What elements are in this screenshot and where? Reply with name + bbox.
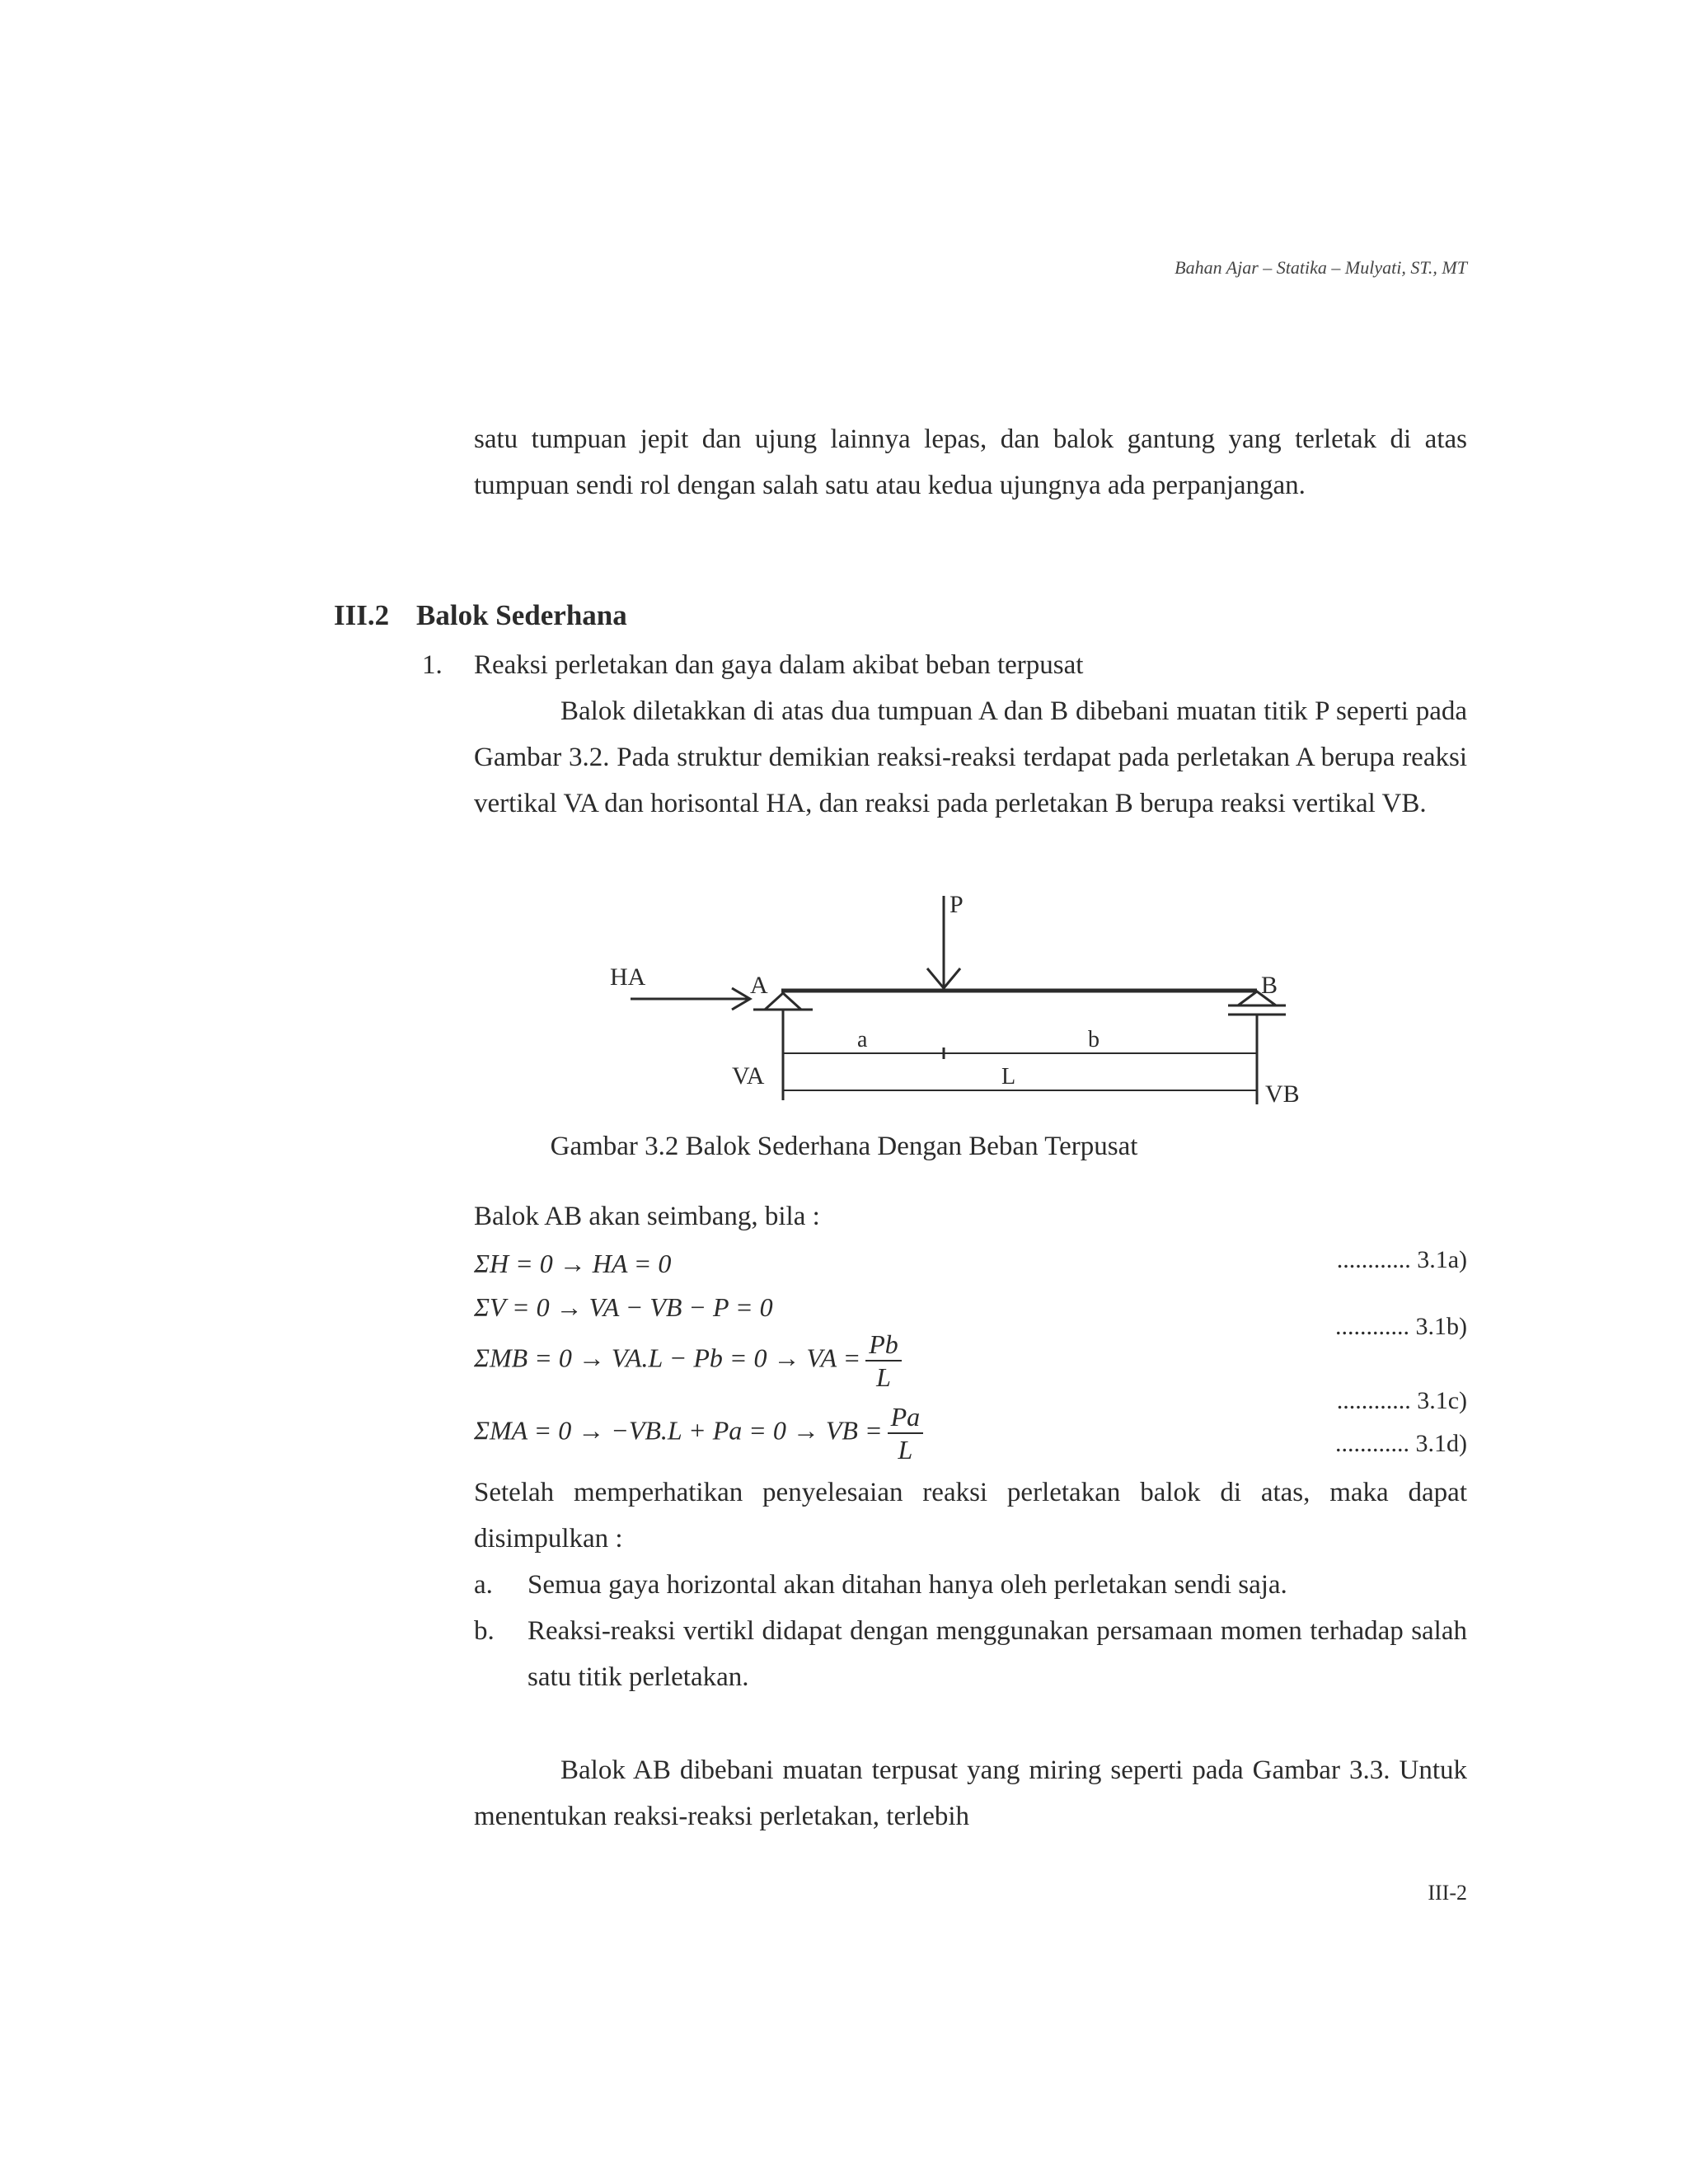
h-reaction-label: HA — [610, 963, 646, 991]
equation-3-1d-fraction — [888, 1401, 924, 1465]
conclusion-point-b-label: b. — [474, 1616, 495, 1646]
conclusion-intro: Setelah memperhatikan penyelesaian reaksi perletakan balok di atas, maka dapat disimpulkan : — [474, 1478, 1467, 1554]
simple-beam-figure — [577, 886, 1319, 1125]
item1-label: 1. — [422, 650, 443, 680]
conclusion-point-b — [474, 1608, 1467, 1700]
conclusion-point-a-label: a. — [474, 1570, 493, 1600]
conclusion-list — [474, 1562, 1467, 1700]
dim-a-label: a — [857, 1027, 868, 1052]
support-a-label: A — [750, 972, 768, 999]
equation-3-1a: ΣH = 0 → HA = 0 — [474, 1249, 672, 1278]
intro-paragraph: satu tumpuan jepit dan ujung lainnya lepas, dan balok gantung yang terletak di atas tumpuan sendi rol dengan salah satu atau kedua ujungnya ada perpanjangan. — [474, 424, 1467, 500]
v-b-label: VB — [1265, 1080, 1300, 1108]
equation-3-1c-fraction — [865, 1329, 902, 1393]
equation-3-1d-denominator: L — [898, 1435, 913, 1465]
dim-l-label: L — [1001, 1064, 1016, 1090]
load-label: P — [950, 891, 964, 918]
support-b-label: B — [1261, 972, 1278, 999]
equation-3-1d — [474, 1401, 923, 1465]
equation-3-1c — [474, 1329, 902, 1393]
closing-paragraph: Balok AB dibebani muatan terpusat yang miring seperti pada Gambar 3.3. Untuk menentukan reaksi-reaksi perletakan, terlebih — [474, 1755, 1467, 1831]
support-a-pin — [765, 993, 801, 1010]
v-a-label: VA — [732, 1062, 765, 1090]
equation-3-1c-lhs: ΣMB = 0 → VA.L − Pb = 0 → VA = — [474, 1343, 861, 1373]
equation-number-3-1a: ............ 3.1a) — [1336, 1246, 1467, 1273]
conclusion-point-a-text: Semua gaya horizontal akan ditahan hanya oleh perletakan sendi saja. — [528, 1570, 1287, 1600]
dim-b-label: b — [1088, 1027, 1100, 1052]
equation-3-1d-numerator: Pa — [888, 1401, 924, 1434]
section-heading — [334, 599, 627, 632]
equation-number-3-1b: ............ 3.1b) — [1335, 1313, 1467, 1340]
section-number: III.2 — [334, 599, 390, 631]
equation-3-1c-numerator: Pb — [865, 1329, 902, 1361]
section-title: Balok Sederhana — [416, 599, 627, 631]
equilibrium-intro: Balok AB akan seimbang, bila : — [474, 1202, 820, 1231]
equation-number-3-1c: ............ 3.1c) — [1336, 1387, 1467, 1414]
equation-3-1c-denominator: L — [876, 1362, 891, 1392]
page-number: III-2 — [1428, 1881, 1467, 1905]
running-header: Bahan Ajar – Statika – Mulyati, ST., MT — [1175, 257, 1467, 278]
figure-caption: Gambar 3.2 Balok Sederhana Dengan Beban Terpusat — [550, 1132, 1138, 1161]
equation-3-1d-lhs: ΣMA = 0 → −VB.L + Pa = 0 → VB = — [474, 1415, 883, 1446]
item1-title: Reaksi perletakan dan gaya dalam akibat beban terpusat — [474, 650, 1084, 680]
item1-paragraph: Balok diletakkan di atas dua tumpuan A dan B dibebani muatan titik P seperti pada Gambar 3.2. Pada struktur demikian reaksi-reaksi terdapat pada perletakan A berupa reaksi vertikal VA dan horisontal HA, dan reaksi pada perletakan B berupa reaksi vertikal VB. — [474, 696, 1467, 818]
conclusion-point-b-text: Reaksi-reaksi vertikl didapat dengan menggunakan persamaan momen terhadap salah satu titik perletakan. — [528, 1616, 1467, 1692]
equation-3-1b: ΣV = 0 → VA − VB − P = 0 — [474, 1292, 773, 1322]
conclusion-point-a — [474, 1562, 1467, 1608]
equation-number-3-1d: ............ 3.1d) — [1335, 1430, 1467, 1457]
